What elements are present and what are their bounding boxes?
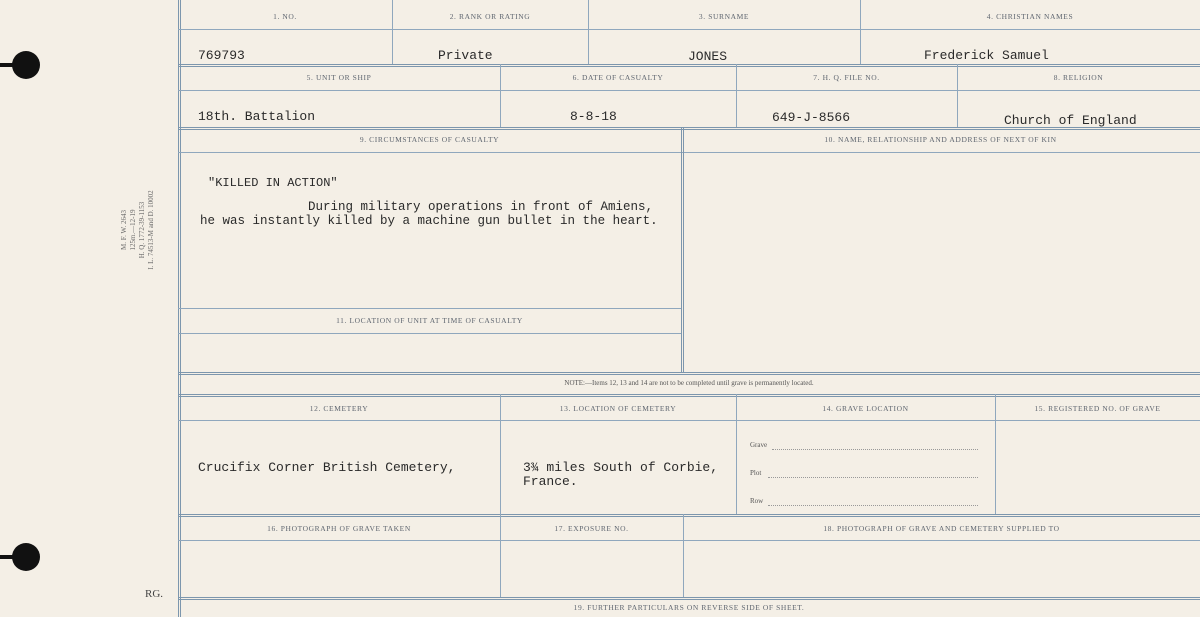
label-date: 6. DATE OF CASUALTY xyxy=(572,73,664,82)
label-hq-file: 7. H. Q. FILE NO. xyxy=(813,73,880,82)
value-no: 769793 xyxy=(198,48,245,63)
rule xyxy=(178,514,1200,517)
side-note-line-3: H. Q. 1772-39-1153 xyxy=(138,201,146,259)
row-field-line xyxy=(768,505,978,506)
label-photo-taken: 16. PHOTOGRAPH OF GRAVE TAKEN xyxy=(267,524,411,533)
rule xyxy=(178,29,1200,30)
rule xyxy=(178,90,1200,91)
rule xyxy=(178,64,1200,67)
value-circ-title: "KILLED IN ACTION" xyxy=(208,176,338,190)
plot-field-line xyxy=(768,477,978,478)
plot-field-label: Plot xyxy=(750,469,762,477)
punch-hole-top-bar xyxy=(0,63,20,67)
grave-field-line xyxy=(772,449,978,450)
punch-hole-bottom-bar xyxy=(0,555,20,559)
label-christian-names: 4. CHRISTIAN NAMES xyxy=(986,12,1074,21)
value-rank: Private xyxy=(438,48,493,63)
rule-v xyxy=(860,0,861,64)
rule xyxy=(178,540,1200,541)
value-cemetery: Crucifix Corner British Cemetery, xyxy=(198,460,456,475)
label-exposure: 17. EXPOSURE NO. xyxy=(554,524,629,533)
rule xyxy=(178,420,1200,421)
rule xyxy=(178,308,682,309)
value-surname: JONES xyxy=(688,49,728,64)
rule-v xyxy=(392,0,393,64)
value-circ-line-2: he was instantly killed by a machine gun bullet in the heart. xyxy=(200,214,658,228)
label-next-of-kin: 10. NAME, RELATIONSHIP AND ADDRESS OF NEXT OF KIN xyxy=(824,135,1057,144)
grave-field-label: Grave xyxy=(750,441,768,449)
value-hq-file: 649-J-8566 xyxy=(772,110,851,125)
label-cemetery: 12. CEMETERY xyxy=(309,404,369,413)
label-photo-supplied: 18. PHOTOGRAPH OF GRAVE AND CEMETERY SUPPLIED TO xyxy=(823,524,1060,533)
label-circumstances: 9. CIRCUMSTANCES OF CASUALTY xyxy=(359,135,500,144)
record-form xyxy=(178,0,1200,617)
rule xyxy=(178,372,1200,375)
rg-mark: RG. xyxy=(145,588,164,600)
side-note-line-4: I. L. 74513-M and D. 10002 xyxy=(147,190,155,270)
side-print-note xyxy=(120,190,156,270)
label-grave-location: 14. GRAVE LOCATION xyxy=(822,404,909,413)
rule-v xyxy=(588,0,589,64)
label-unit: 5. UNIT OR SHIP xyxy=(306,73,372,82)
label-location-unit: 11. LOCATION OF UNIT AT TIME OF CASUALTY xyxy=(336,316,523,325)
label-no: 1. NO. xyxy=(273,12,297,21)
value-date: 8-8-18 xyxy=(570,109,617,124)
value-christian-names: Frederick Samuel xyxy=(924,48,1049,63)
value-unit: 18th. Battalion xyxy=(198,109,316,124)
side-note-line-2: 125m.—12-19 xyxy=(129,209,137,251)
rule-v xyxy=(681,127,684,372)
label-further-particulars: 19. FURTHER PARTICULARS ON REVERSE SIDE OF SHEET. xyxy=(573,603,805,612)
note-items: NOTE:—Items 12, 13 and 14 are not to be completed until grave is permanently located. xyxy=(564,379,814,387)
label-surname: 3. SURNAME xyxy=(698,12,750,21)
rule xyxy=(178,597,1200,600)
rule xyxy=(178,152,1200,153)
label-cemetery-location: 13. LOCATION OF CEMETERY xyxy=(559,404,677,413)
side-note-line-1: M. F. W. 2643 xyxy=(120,210,128,250)
value-cemetery-location-2: France. xyxy=(523,474,578,489)
row-field-label: Row xyxy=(750,497,764,505)
rule xyxy=(178,333,682,334)
label-registered-no: 15. REGISTERED NO. OF GRAVE xyxy=(1034,404,1161,413)
value-circ-line-1: During military operations in front of Amiens, xyxy=(308,200,654,214)
rule xyxy=(178,394,1200,397)
value-cemetery-location-1: 3¾ miles South of Corbie, xyxy=(523,460,719,475)
label-rank: 2. RANK OR RATING xyxy=(449,12,531,21)
value-religion: Church of England xyxy=(1004,113,1137,128)
label-religion: 8. RELIGION xyxy=(1053,73,1104,82)
